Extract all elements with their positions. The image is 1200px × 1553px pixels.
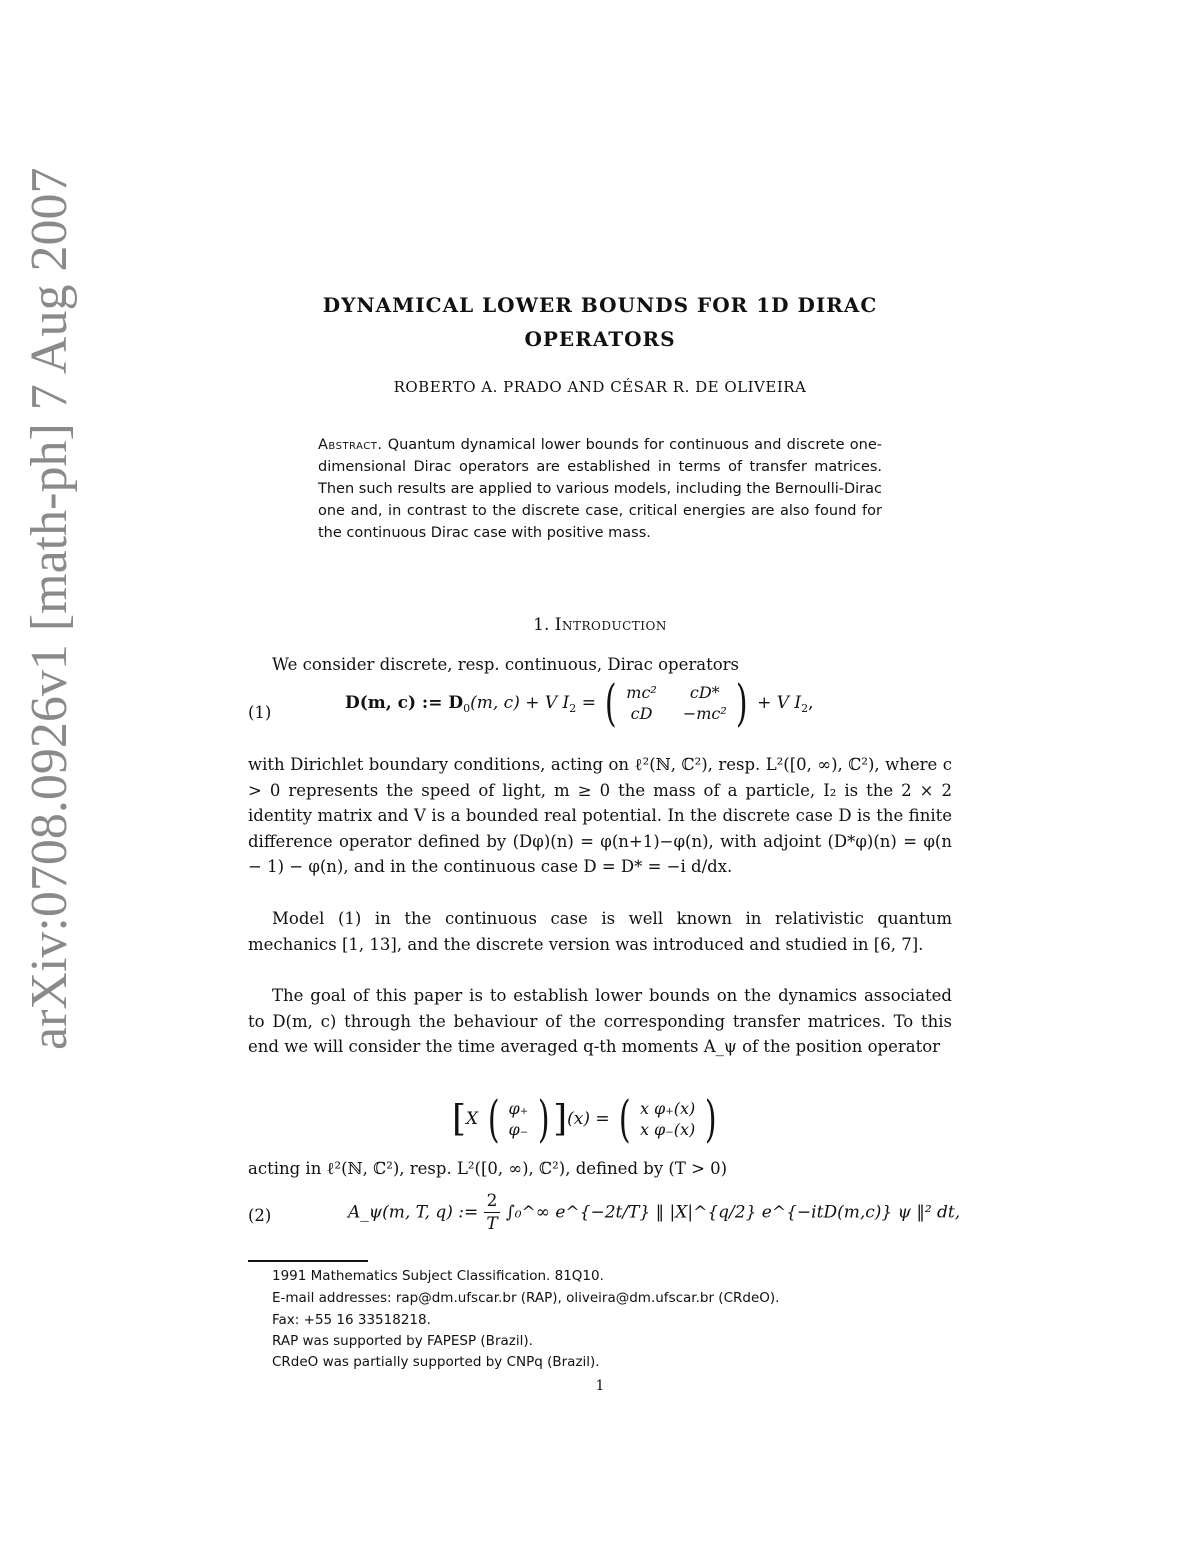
section-title: Introduction [554, 615, 667, 635]
paragraph-3: The goal of this paper is to establish lower bounds on the dynamics associated to D(m, c) through the behaviour of the corresponding transfer matrices. To this end we will consider the time averaged q-th moments A_ψ of the position operator [248, 986, 952, 1056]
abstract-label: Abstract. [318, 437, 383, 453]
right-paren: ) [704, 1090, 717, 1148]
footnote: Fax: +55 16 33518218. [272, 1312, 431, 1328]
eq1-lhs: D(m, c) := D [345, 693, 464, 713]
matrix-cell: cD* [689, 683, 720, 702]
matrix-cell: mc² [626, 683, 657, 702]
abstract-text: Quantum dynamical lower bounds for continuous and discrete one-dimensional Dirac operators are established in terms of transfer matrices. Then such results are applied to various models, including the Bernoulli-Dirac one and, in contrast to the discrete case, critical energies are also found for the continuous Dirac case with positive mass. [318, 437, 883, 541]
vector-cell: φ₋ [508, 1120, 529, 1139]
right-paren: ) [537, 1090, 550, 1148]
vector-cell: x φ₊(x) [639, 1099, 696, 1118]
eq2-number: (2) [248, 1206, 272, 1225]
footnote: 1991 Mathematics Subject Classification. 81Q10. [272, 1268, 604, 1284]
left-paren: ( [618, 1090, 631, 1148]
footnote: E-mail addresses: rap@dm.ufscar.br (RAP), oliveira@dm.ufscar.br (CRdeO). [272, 1290, 780, 1306]
fraction-numerator: 2 [484, 1190, 501, 1213]
paragraph-1: with Dirichlet boundary conditions, acting on ℓ²(ℕ, ℂ²), resp. L²([0, ∞), ℂ²), where c > 0 represents the speed of light, m ≥ 0 the mass of a particle, I₂ is the 2 × 2 identity matrix and V is a bounded real potential. In the discrete case D is the finite difference operator defined by (Dφ)(n) = φ(n+1)−φ(n), with adjoint (D*φ)(n) = φ(n − 1) − φ(n), and in the continuous case D = D* = −i d/dx. [248, 755, 952, 876]
section-number: 1. [533, 615, 550, 635]
eq1-mid: (m, c) + V I [470, 693, 570, 713]
eq2-lhs: A_ψ(m, T, q) := [348, 1202, 479, 1223]
equation-position-operator: [X ( φ₊ φ₋ ) ](x) = ( x φ₊(x) x φ₋(x) ) [452, 1090, 717, 1148]
authors: ROBERTO A. PRADO AND CÉSAR R. DE OLIVEIRA [393, 378, 807, 396]
matrix-cell: −mc² [682, 704, 727, 723]
arxiv-stamp: arXiv:0708.0926v1 [math-ph] 7 Aug 2007 [21, 167, 78, 1050]
vector-cell: φ₊ [508, 1099, 529, 1118]
matrix-cell: cD [630, 704, 653, 723]
eq1-tail: + V I [757, 693, 802, 713]
equation-1: D(m, c) := $D_0(m$, c) + V $I_2$ = ( mc² cD* cD −mc² ) + V $I_2$, [345, 674, 814, 732]
eqX-vector-in [508, 1099, 528, 1139]
eq2-rhs: ∫₀^∞ e^{−2t/T} ‖ |X|^{q/2} e^{−itD(m,c)} ψ ‖² dt, [505, 1202, 961, 1223]
title-line-2: OPERATORS [524, 327, 676, 351]
intro-line: We consider discrete, resp. continuous, Dirac operators [272, 655, 739, 674]
left-paren: ( [605, 674, 617, 732]
paragraph-4: acting in ℓ²(ℕ, ℂ²), resp. L²([0, ∞), ℂ²), defined by (T > 0) [248, 1159, 728, 1178]
eq2-fraction [484, 1190, 501, 1235]
footnote-rule [248, 1260, 368, 1262]
paragraph-2: Model (1) in the continuous case is well known in relativistic quantum mechanics [1, 13], and the discrete version was introduced and studied in [6, 7]. [248, 909, 952, 954]
left-paren: ( [487, 1090, 500, 1148]
footnote: CRdeO was partially supported by CNPq (Brazil). [272, 1354, 600, 1370]
vector-cell: x φ₋(x) [639, 1120, 696, 1139]
eq1-matrix [626, 683, 727, 723]
paper-title [248, 288, 952, 356]
eqX-vector-out [640, 1099, 695, 1139]
right-paren: ) [736, 674, 748, 732]
eq1-number: (1) [248, 703, 272, 722]
abstract [318, 434, 882, 544]
fraction-denominator: T [486, 1214, 498, 1234]
equation-2 [348, 1190, 960, 1235]
page-number: 1 [595, 1378, 605, 1394]
title-line-1: DYNAMICAL LOWER BOUNDS FOR 1D DIRAC [322, 293, 878, 317]
footnote: RAP was supported by FAPESP (Brazil). [272, 1333, 533, 1349]
section-heading [248, 615, 952, 635]
